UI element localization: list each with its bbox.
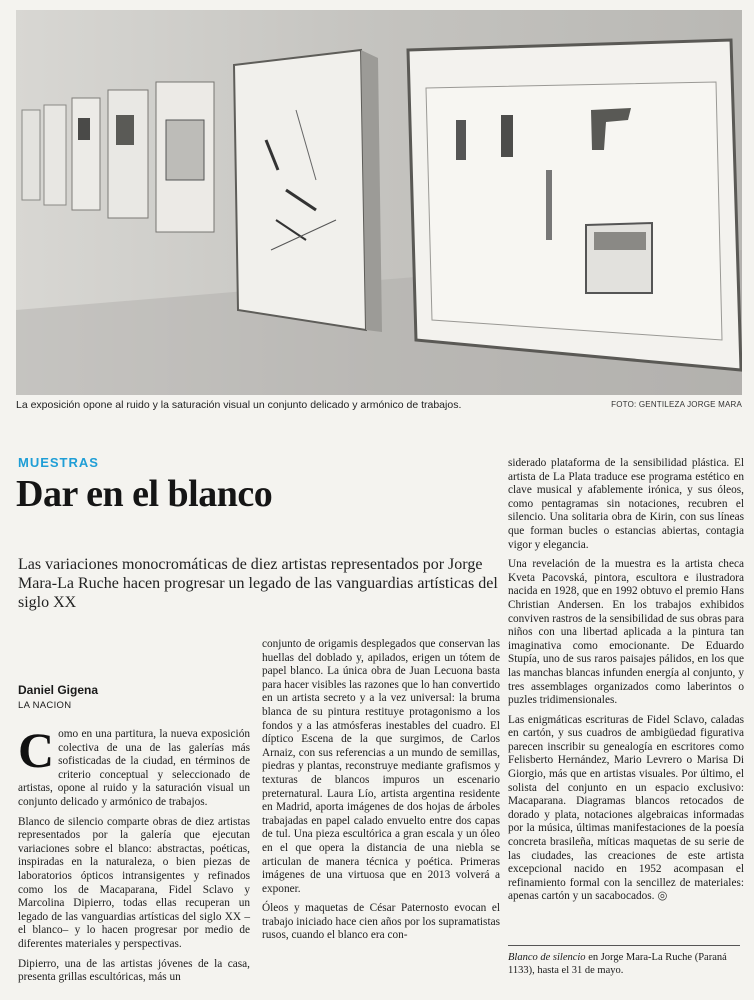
photo-credit: FOTO: GENTILEZA JORGE MARA [611, 400, 742, 409]
paragraph: Óleos y maquetas de César Paternosto evocan el trabajo iniciado hace cien años por los supramatistas rusos, cuando el blanco era con- [262, 902, 500, 942]
end-mark-icon: ◎ [657, 890, 668, 903]
paragraph: Las enigmáticas escrituras de Fidel Sclavo, caladas en cartón, y sus cuadros de ambigüedad figurativa parecen inscribir su genealogía en escritores como Felisberto Hernández, Mario Levrero o Marisa Di Giorgio, más que en artistas visuales. Por último, el solista del conjunto en un espacio exclusivo: Macaparana. Diagramas blancos retocados de dorado y plata, notaciones algebraicas informadas por la música, últimas manifestaciones de la poesía concreta brasileña, míticas maquetas de su serie de las ciudades, las creaciones de este artista excepcional nacido en 1952 acompasan el refinamiento formal con la sencillez de materiales: apenas cartón y un sacabocados. ◎ [508, 713, 744, 903]
exhibition-venue: en Jorge Mara-La Ruche (Paraná 1133), hasta el 31 de mayo. [508, 952, 727, 976]
article-column-1 [18, 722, 250, 991]
section-label: MUESTRAS [18, 455, 99, 470]
exhibition-photo [16, 10, 742, 395]
gallery-wall-image [16, 10, 742, 395]
dropcap: C [18, 722, 55, 778]
photo-caption: La exposición opone al ruido y la saturación visual un conjunto delicado y armónico de trabajos. [16, 399, 462, 411]
exhibition-title: Blanco de silencio [508, 952, 586, 963]
paragraph: Blanco de silencio comparte obras de diez artistas representados por la galería que ejecutan variaciones sobre el blanco: abstractas, poéticas, inspiradas en la naturaleza, o bien piezas de laboratorios ópticos intransigentes y refinados como los de Macaparana, Fidel Sclavo y Marcolina Dipierro, todas ellas recuperan un legado de las vanguardias artísticas del siglo XX –el blanco– y lo hacen progresar por medio de diferentes materiales y perspectivas. [18, 815, 250, 950]
paragraph: conjunto de origamis desplegados que conservan las huellas del doblado y, apilados, erigen un tótem de papel blanco. La única obra de Juan Lecuona basta para hacer visibles las razones que lo han convertido en un artista secreto y a la vez universal: la bruma blanca de su pintura restituye protagonismo a los fondos y a las atmósferas inestables del cuadro. El díptico Escena de la que surgimos, de Carlos Arnaiz, con sus referencias a un mundo de semillas, piedras y plantas, reconstruye mediante grafismos y texturas de blancos impuros un escenario preternatural. Laura Lío, artista argentina residente en Madrid, aporta imágenes de dos hojas de árboles trabajadas en papel calado envuelto entre dos capas de tul. Una pieza escultórica a gran escala y un óleo en el que opera la distancia de una niebla se articulan de manera técnica y poética. Primeras imágenes de una virtuosa que en 2013 volverá a exponer. [262, 638, 500, 895]
article-column-3 [508, 457, 744, 910]
deck: Las variaciones monocromáticas de diez artistas representados por Jorge Mara-La Ruche hacen progresar un legado de las vanguardias artísticas del siglo XX [18, 556, 498, 611]
author-name: Daniel Gigena [18, 683, 99, 697]
exhibition-info [508, 945, 740, 977]
paragraph: siderado plataforma de la sensibilidad plástica. El artista de La Plata traduce ese programa estético en clave musical y afablemente irónica, y sus óleos, como pentagramas sin notaciones, recubren el silencio. Una solitaria obra de Kirin, con sus líneas que forman bucles o estancias abiertas, contagia vigor y elegancia. [508, 457, 744, 551]
paragraph: Como en una partitura, la nueva exposición colectiva de una de las galerías más sofisticadas de la ciudad, en términos de criterio conceptual y seleccionado de artistas, opone al ruido y la saturación visual un conjunto delicado y armónico de trabajos. [18, 722, 250, 808]
paragraph: Dipierro, una de las artistas jóvenes de la casa, presenta grillas escultóricas, más un [18, 957, 250, 984]
newspaper-name: LA NACION [18, 700, 72, 711]
paragraph: Una revelación de la muestra es la artista checa Kveta Pacovská, pintora, escultora e ilustradora nacida en 1928, que en 1992 obtuvo el premio Hans Christian Andersen. En los trabajos exhibidos conviven rastros de la sensibilidad de sus obras para niños con una libertad aplicada a la pintura tan imaginativa como emocionante. De Eduardo Stupía, uno de sus raros paisajes pálidos, en los que las manchas blancas infunden energía al conjunto, y tres assemblages organizados como laberintos o puzles tridimensionales. [508, 558, 744, 707]
headline: Dar en el blanco [16, 473, 273, 515]
article-column-2 [262, 638, 500, 949]
